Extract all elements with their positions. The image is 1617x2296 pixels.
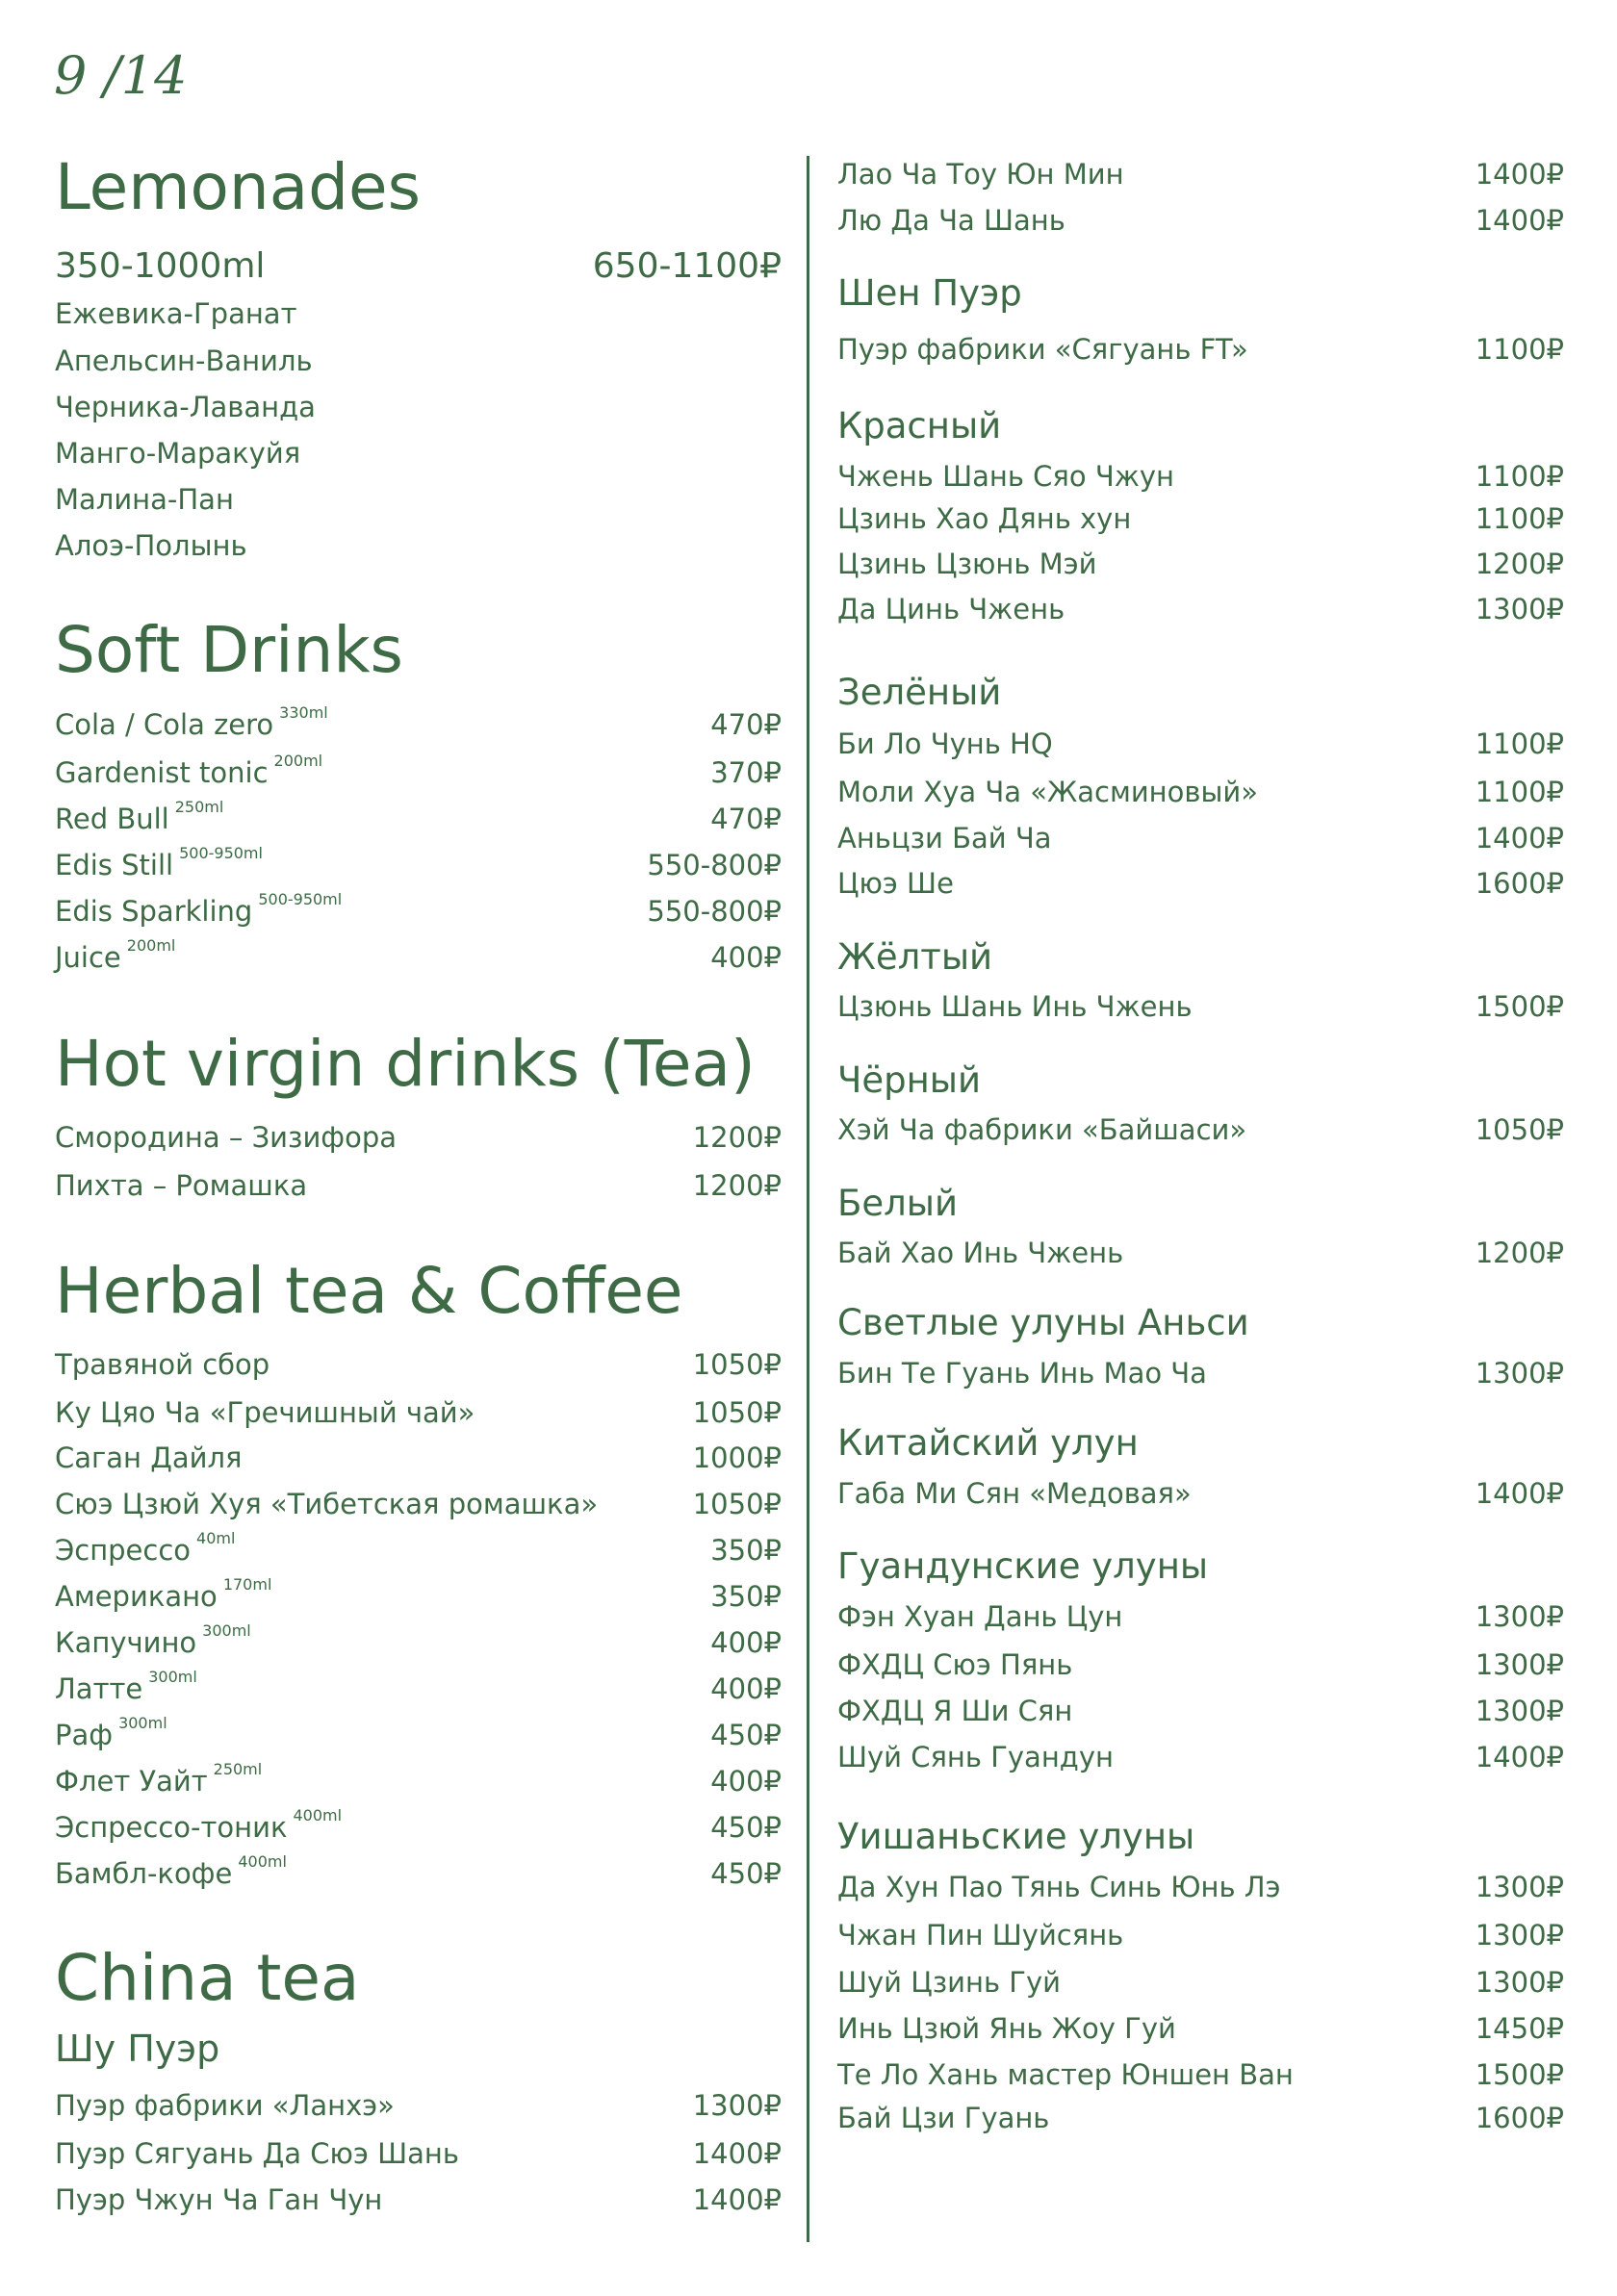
item-price: 400₽	[710, 1626, 782, 1659]
item-price: 370₽	[710, 756, 782, 789]
menu-item	[837, 984, 1564, 1029]
menu-item	[55, 889, 782, 933]
item-name: Смородина – Зизифора	[55, 1121, 398, 1154]
menu-item	[837, 1913, 1564, 1957]
menu-item	[837, 2096, 1564, 2140]
menu-item	[55, 797, 782, 841]
item-name: Моли Хуа Ча «Жасминовый»	[837, 776, 1258, 808]
item-price: 400₽	[710, 941, 782, 974]
item-name: Чжень Шань Сяо Чжун	[837, 460, 1174, 493]
item-price: 450₽	[710, 1719, 782, 1751]
item-volume: 300ml	[148, 1668, 197, 1686]
page-number: 9 /14	[54, 45, 188, 106]
item-price: 1200₽	[692, 1169, 782, 1202]
item-name: Американо $^{170ml}$	[55, 1575, 272, 1613]
menu-item	[837, 327, 1564, 371]
chinese-oolong-heading: Китайский улун	[837, 1422, 1139, 1464]
item-name: ФХДЦ Я Ши Сян	[837, 1695, 1073, 1727]
menu-item	[837, 722, 1564, 766]
list-item	[55, 431, 782, 475]
menu-item	[837, 454, 1564, 498]
item-name: Сюэ Цзюй Хуя «Тибетская ромашка»	[55, 1488, 599, 1520]
item-name: Edis Sparkling $^{500-950ml}$	[55, 890, 343, 928]
menu-item	[55, 1342, 782, 1387]
menu-item	[55, 1667, 782, 1711]
item-name: Инь Цзюй Янь Жоу Гуй	[837, 2012, 1176, 2045]
right-column	[837, 0, 1564, 2296]
menu-item	[837, 152, 1564, 196]
shu-puer-heading: Шу Пуэр	[55, 2028, 220, 2070]
item-name: Шуй Сянь Гуандун	[837, 1741, 1114, 1773]
item-price: 1200₽	[692, 1121, 782, 1154]
item-name: Пуэр фабрики «Сягуань FT»	[837, 333, 1248, 366]
menu-item	[837, 770, 1564, 814]
item-name: Аньцзи Бай Ча	[837, 822, 1052, 855]
herbal-heading: Herbal tea & Coffee	[55, 1254, 683, 1328]
item-price: 450₽	[710, 1857, 782, 1890]
menu-item	[55, 1482, 782, 1526]
soft-drinks-heading: Soft Drinks	[55, 613, 403, 687]
menu-item	[55, 1805, 782, 1850]
item-volume: 200ml	[126, 936, 176, 955]
item-price: 1300₽	[1475, 1648, 1564, 1681]
item-price: 1400₽	[1475, 1741, 1564, 1773]
item-name: Эспрессо $^{40ml}$	[55, 1529, 236, 1567]
item-price: 1400₽	[1475, 204, 1564, 237]
item-name: Шуй Цзинь Гуй	[837, 1966, 1061, 1999]
column-divider	[807, 156, 809, 2242]
menu-item	[837, 1231, 1564, 1275]
yellow-tea-heading: Жёлтый	[837, 936, 993, 978]
menu-item	[55, 1390, 782, 1435]
menu-item	[837, 1108, 1564, 1152]
item-name: Ежевика-Гранат	[55, 297, 297, 330]
item-name: Пихта – Ромашка	[55, 1169, 308, 1202]
item-name: Те Ло Хань мастер Юншен Ван	[837, 2058, 1294, 2091]
item-name: Травяной сбор	[55, 1348, 270, 1381]
list-item	[55, 523, 782, 568]
white-tea-heading: Белый	[837, 1183, 959, 1224]
item-price: 350₽	[710, 1534, 782, 1567]
item-price: 550-800₽	[647, 849, 782, 881]
item-name: Juice $^{200ml}$	[55, 936, 176, 974]
item-price: 1100₽	[1475, 727, 1564, 760]
item-price: 1050₽	[692, 1488, 782, 1520]
item-price: 1100₽	[1475, 502, 1564, 535]
menu-item	[837, 1689, 1564, 1733]
item-name: Цзюнь Шань Инь Чжень	[837, 990, 1193, 1023]
item-price: 1300₽	[1475, 1600, 1564, 1633]
item-name: Цзинь Хао Дянь хун	[837, 502, 1132, 535]
item-price: 1000₽	[692, 1441, 782, 1474]
item-name: Чжан Пин Шуйсянь	[837, 1919, 1124, 1952]
wuyi-oolong-heading: Уишаньские улуны	[837, 1816, 1195, 1857]
item-name: Бай Хао Инь Чжень	[837, 1237, 1124, 1269]
item-name: Фэн Хуан Дань Цун	[837, 1600, 1123, 1633]
menu-item	[837, 198, 1564, 242]
item-price: 1300₽	[692, 2089, 782, 2122]
item-price: 1400₽	[1475, 822, 1564, 855]
lemonades-volume: 350-1000ml	[55, 246, 266, 286]
item-volume: 200ml	[273, 752, 323, 770]
menu-item	[55, 751, 782, 795]
menu-item	[55, 1115, 782, 1160]
menu-item	[837, 2006, 1564, 2051]
item-volume: 400ml	[293, 1806, 343, 1824]
item-name: Черника-Лаванда	[55, 391, 316, 423]
menu-item	[837, 1351, 1564, 1395]
menu-item	[837, 861, 1564, 906]
menu-item	[55, 1528, 782, 1572]
item-name: Раф $^{300ml}$	[55, 1714, 167, 1751]
item-price: 1300₽	[1475, 1357, 1564, 1390]
menu-item	[55, 1759, 782, 1803]
list-item	[55, 339, 782, 383]
item-price: 470₽	[710, 803, 782, 835]
item-price: 1400₽	[692, 2137, 782, 2170]
menu-item	[55, 2131, 782, 2176]
item-price: 400₽	[710, 1672, 782, 1705]
item-price: 1600₽	[1475, 2102, 1564, 2134]
item-price: 1300₽	[1475, 1871, 1564, 1903]
green-tea-heading: Зелёный	[837, 672, 1002, 713]
item-price: 1100₽	[1475, 776, 1564, 808]
shen-puer-heading: Шен Пуэр	[837, 272, 1022, 314]
china-tea-heading: China tea	[55, 1941, 360, 2015]
item-name: Бин Те Гуань Инь Мао Ча	[837, 1357, 1207, 1390]
menu-item	[55, 843, 782, 887]
item-price: 1050₽	[1475, 1113, 1564, 1146]
menu-item	[55, 935, 782, 980]
item-name: Латте $^{300ml}$	[55, 1668, 197, 1705]
hot-virgin-heading: Hot virgin drinks (Tea)	[55, 1027, 756, 1101]
left-column	[55, 0, 782, 2296]
item-name: Капучино $^{300ml}$	[55, 1621, 251, 1659]
item-volume: 300ml	[118, 1714, 167, 1732]
menu-item	[837, 816, 1564, 860]
item-name: Алоэ-Полынь	[55, 529, 247, 562]
item-volume: 300ml	[202, 1621, 251, 1640]
item-price: 1400₽	[1475, 1477, 1564, 1510]
item-price: 1600₽	[1475, 867, 1564, 900]
item-price: 550-800₽	[647, 895, 782, 928]
item-price: 450₽	[710, 1811, 782, 1844]
item-name: Да Хун Пао Тянь Синь Юнь Лэ	[837, 1871, 1281, 1903]
item-volume: 330ml	[279, 703, 328, 722]
menu-item	[837, 497, 1564, 541]
item-name: Бай Цзи Гуань	[837, 2102, 1050, 2134]
menu-item	[55, 1436, 782, 1480]
item-price: 1300₽	[1475, 1966, 1564, 1999]
item-name: Пуэр фабрики «Ланхэ»	[55, 2089, 395, 2122]
list-item	[55, 477, 782, 522]
item-price: 470₽	[710, 708, 782, 741]
item-volume: 170ml	[222, 1575, 272, 1594]
item-name: Апельсин-Ваниль	[55, 344, 313, 377]
item-name: Габа Ми Сян «Медовая»	[837, 1477, 1192, 1510]
menu-item	[837, 542, 1564, 586]
anxi-oolong-heading: Светлые улуны Аньси	[837, 1302, 1249, 1343]
menu-item	[837, 1643, 1564, 1687]
item-volume: 250ml	[213, 1760, 263, 1778]
item-price: 1500₽	[1475, 990, 1564, 1023]
item-price: 1200₽	[1475, 548, 1564, 580]
menu-item	[55, 2178, 782, 2222]
item-name: Цюэ Ше	[837, 867, 954, 900]
item-volume: 40ml	[196, 1529, 236, 1547]
item-price: 1200₽	[1475, 1237, 1564, 1269]
item-name: Цзинь Цзюнь Мэй	[837, 548, 1097, 580]
lemonades-volume-row	[55, 242, 782, 292]
menu-item	[837, 1471, 1564, 1516]
menu-item	[55, 702, 782, 747]
menu-item	[837, 1960, 1564, 2004]
item-price: 1050₽	[692, 1396, 782, 1429]
item-name: Ку Цяо Ча «Гречишный чай»	[55, 1396, 475, 1429]
black-tea-heading: Чёрный	[837, 1059, 982, 1101]
lemonades-price: 650-1100₽	[592, 246, 782, 286]
menu-item	[837, 2053, 1564, 2097]
menu-item	[55, 1574, 782, 1619]
item-price: 350₽	[710, 1580, 782, 1613]
item-name: Малина-Пан	[55, 483, 234, 516]
item-name: Бамбл-кофе $^{400ml}$	[55, 1852, 287, 1890]
item-name: Лю Да Ча Шань	[837, 204, 1065, 237]
menu-item	[55, 1620, 782, 1665]
item-price: 1100₽	[1475, 333, 1564, 366]
guangdong-oolong-heading: Гуандунские улуны	[837, 1545, 1209, 1587]
item-price: 1450₽	[1475, 2012, 1564, 2045]
item-volume: 500-950ml	[179, 844, 263, 862]
item-price: 1050₽	[692, 1348, 782, 1381]
item-name: Пуэр Чжун Ча Ган Чун	[55, 2183, 383, 2216]
item-price: 1400₽	[692, 2183, 782, 2216]
menu-item	[837, 587, 1564, 631]
menu-item	[837, 1865, 1564, 1909]
lemonades-heading: Lemonades	[55, 150, 422, 224]
menu-item	[55, 1851, 782, 1896]
list-item	[55, 385, 782, 429]
item-name: Би Ло Чунь HQ	[837, 727, 1053, 760]
item-price: 1100₽	[1475, 460, 1564, 493]
item-name: Пуэр Сягуань Да Сюэ Шань	[55, 2137, 459, 2170]
item-name: Эспрессо-тоник $^{400ml}$	[55, 1806, 343, 1844]
item-name: Лао Ча Тоу Юн Мин	[837, 158, 1124, 191]
item-name: Флет Уайт $^{250ml}$	[55, 1760, 263, 1798]
item-price: 1400₽	[1475, 158, 1564, 191]
menu-item	[55, 2083, 782, 2128]
menu-item	[837, 1735, 1564, 1779]
item-name: ФХДЦ Сюэ Пянь	[837, 1648, 1073, 1681]
menu-item	[55, 1713, 782, 1757]
item-volume: 250ml	[174, 798, 224, 816]
item-price: 1300₽	[1475, 1695, 1564, 1727]
item-volume: 400ml	[238, 1852, 287, 1871]
item-price: 1300₽	[1475, 593, 1564, 625]
item-price: 1500₽	[1475, 2058, 1564, 2091]
item-name: Red Bull $^{250ml}$	[55, 798, 224, 835]
item-name: Cola / Cola zero $^{330ml}$	[55, 703, 328, 741]
menu-item	[55, 1163, 782, 1208]
item-price: 1300₽	[1475, 1919, 1564, 1952]
item-name: Да Цинь Чжень	[837, 593, 1065, 625]
menu-item	[837, 1594, 1564, 1639]
item-name: Edis Still $^{500-950ml}$	[55, 844, 263, 881]
item-price: 400₽	[710, 1765, 782, 1798]
item-name: Хэй Ча фабрики «Байшаси»	[837, 1113, 1247, 1146]
item-name: Gardenist tonic $^{200ml}$	[55, 752, 323, 789]
item-name: Манго-Маракуйя	[55, 437, 301, 470]
item-name: Саган Дайля	[55, 1441, 243, 1474]
item-volume: 500-950ml	[258, 890, 343, 908]
list-item	[55, 292, 782, 336]
red-tea-heading: Красный	[837, 405, 1002, 446]
